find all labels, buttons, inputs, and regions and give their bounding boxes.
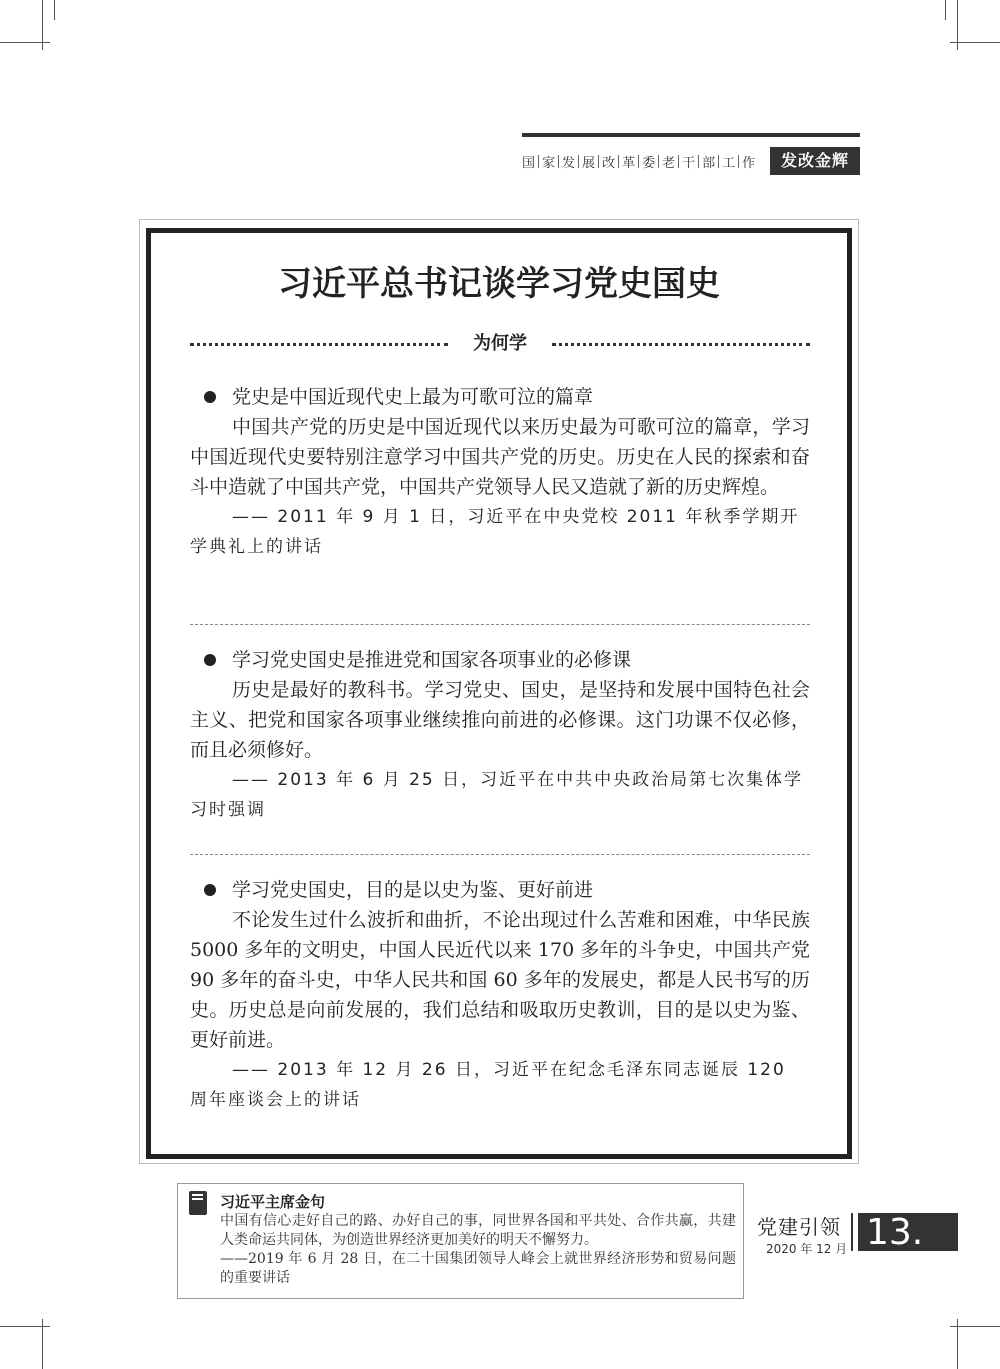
item-heading: 学习党史国史是推进党和国家各项事业的必修课	[190, 645, 810, 675]
crop-mark	[945, 0, 946, 20]
org-char: 作	[742, 156, 756, 171]
quote-box-title: 习近平主席金句	[220, 1193, 326, 1211]
section-heading	[190, 330, 810, 360]
quote-box-body	[220, 1212, 736, 1288]
header-org	[522, 152, 755, 171]
quote-text: 中国有信心走好自己的路、办好自己的事，同世界各国和平共处、合作共赢，共建人类命运共同体，为创造世界经济更加美好的明天不懈努力。	[220, 1213, 736, 1248]
org-char: 家	[542, 156, 556, 171]
crop-mark	[950, 1326, 1000, 1327]
article-item-3	[190, 875, 810, 1115]
column-name: 党建引领	[757, 1215, 841, 1239]
item-heading: 学习党史国史，目的是以史为鉴、更好前进	[190, 875, 810, 905]
section-label: 为何学	[473, 333, 527, 354]
org-char: 委	[642, 156, 656, 171]
item-body: 不论发生过什么波折和曲折，不论出现过什么苦难和困难，中华民族 5000 多年的文明史，中国人民近代以来 170 多年的斗争史，中国共产党 90 多年的奋斗史，中华人民共和国 60 多年的发展史，都是人民书写的历史。历史总是向前发展的，我们总结和吸取历史教训，目的是以史为鉴、更好前进。	[190, 909, 810, 1051]
crop-mark	[54, 0, 55, 20]
org-char: 部	[702, 156, 716, 171]
item-heading: 党史是中国近现代史上最为可歌可泣的篇章	[190, 382, 810, 412]
quote-source: ——2019 年 6 月 28 日，在二十国集团领导人峰会上就世界经济形势和贸易问题的重要讲话	[220, 1251, 736, 1286]
org-char: 发	[562, 156, 576, 171]
dashed-divider	[190, 854, 810, 855]
item-body: 中国共产党的历史是中国近现代以来历史最为可歌可泣的篇章，学习中国近现代史要特别注意学习中国共产党的历史。历史在人民的探索和奋斗中造就了中国共产党，中国共产党领导人民又造就了新的历史辉煌。	[190, 416, 810, 498]
crop-mark	[0, 42, 50, 43]
org-char: 改	[602, 156, 616, 171]
brand-badge: 发改金辉	[770, 147, 860, 175]
item-source: —— 2013 年 6 月 25 日，习近平在中共中央政治局第七次集体学习时强调	[190, 770, 804, 820]
crop-mark	[950, 42, 1000, 43]
issue-date: 2020 年 12 月	[766, 1242, 848, 1256]
article-item-2	[190, 645, 810, 825]
header-rule	[522, 133, 860, 137]
org-char: 干	[682, 156, 696, 171]
book-icon	[189, 1191, 207, 1215]
org-char: 展	[582, 156, 596, 171]
dashed-divider	[190, 624, 810, 625]
vertical-bar	[851, 1213, 853, 1251]
org-char: 革	[622, 156, 636, 171]
item-source: —— 2013 年 12 月 26 日，习近平在纪念毛泽东同志诞辰 120 周年座谈会上的讲话	[190, 1060, 786, 1110]
article-title: 习近平总书记谈学习党史国史	[278, 264, 720, 304]
article-item-1	[190, 382, 810, 562]
item-body: 历史是最好的教科书。学习党史、国史，是坚持和发展中国特色社会主义、把党和国家各项事业继续推向前进的必修课。这门功课不仅必修，而且必须修好。	[190, 679, 810, 761]
org-char: 工	[722, 156, 736, 171]
item-source: —— 2011 年 9 月 1 日，习近平在中央党校 2011 年秋季学期开学典礼上的讲话	[190, 507, 800, 557]
page-number: 13.	[858, 1213, 958, 1251]
org-char: 老	[662, 156, 676, 171]
crop-mark	[0, 1326, 50, 1327]
dotted-rule-right	[552, 343, 810, 346]
org-char: 国	[522, 156, 536, 171]
